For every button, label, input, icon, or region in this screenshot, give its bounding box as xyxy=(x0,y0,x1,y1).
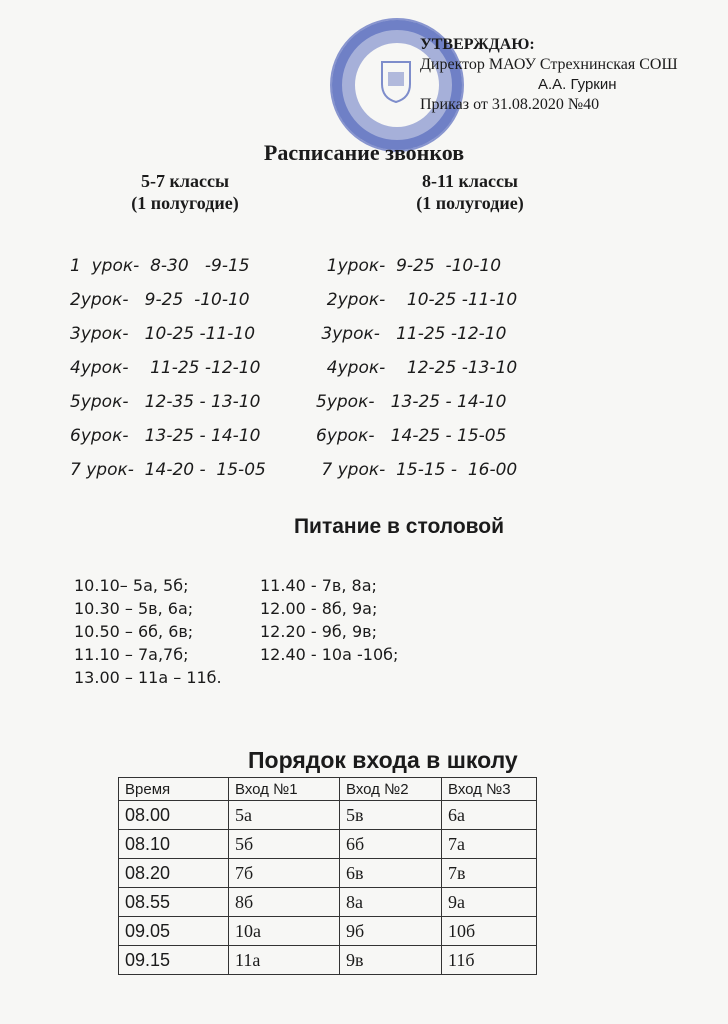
meals-slot: 10.50 – 6б, 6в; xyxy=(74,622,194,641)
cell-class: 6а xyxy=(442,801,537,830)
cell-time: 08.00 xyxy=(119,801,229,830)
lesson-row: 5урок- 12-35 - 13-10 xyxy=(70,392,261,412)
cell-class: 7а xyxy=(442,830,537,859)
table-row xyxy=(119,946,537,975)
lesson-row: 2урок- 10-25 -11-10 xyxy=(316,290,518,310)
entry-order-table xyxy=(118,777,537,975)
left-grade-range: 5-7 классы xyxy=(141,171,229,191)
right-grade-range: 8-11 классы xyxy=(421,171,518,191)
right-column-header xyxy=(390,170,550,214)
cell-class: 10а xyxy=(229,917,340,946)
meals-slot: 11.10 – 7а,7б; xyxy=(74,645,189,664)
cell-class: 10б xyxy=(442,917,537,946)
meals-slot: 10.10– 5а, 5б; xyxy=(74,576,189,595)
approval-position: Директор МАОУ Стрехнинская СОШ xyxy=(420,56,678,73)
cell-class: 7в xyxy=(442,859,537,888)
column-header-entrance-1: Вход №1 xyxy=(229,778,340,801)
cell-class: 5б xyxy=(229,830,340,859)
meals-slot: 12.40 - 10а -10б; xyxy=(260,645,399,664)
lesson-row: 2урок- 9-25 -10-10 xyxy=(70,290,250,310)
table-row xyxy=(119,859,537,888)
column-header-entrance-2: Вход №2 xyxy=(340,778,442,801)
approval-order: Приказ от 31.08.2020 №40 xyxy=(420,96,600,113)
coat-of-arms-emblem xyxy=(378,58,414,104)
cell-class: 11б xyxy=(442,946,537,975)
lesson-row: 1 урок- 8-30 -9-15 xyxy=(70,256,250,276)
cell-class: 6в xyxy=(340,859,442,888)
meals-slot: 11.40 - 7в, 8а; xyxy=(260,576,377,595)
cell-time: 08.20 xyxy=(119,859,229,888)
cell-class: 7б xyxy=(229,859,340,888)
meals-slot: 12.20 - 9б, 9в; xyxy=(260,622,377,641)
cell-class: 9в xyxy=(340,946,442,975)
lesson-row: 3урок- 10-25 -11-10 xyxy=(70,324,256,344)
approval-block xyxy=(420,35,678,113)
lesson-row: 6урок- 14-25 - 15-05 xyxy=(316,426,507,446)
cell-time: 08.55 xyxy=(119,888,229,917)
lesson-row: 4урок- 11-25 -12-10 xyxy=(70,358,261,378)
table-header-row xyxy=(119,778,537,801)
lesson-row: 4урок- 12-25 -13-10 xyxy=(316,358,518,378)
lesson-row: 1урок- 9-25 -10-10 xyxy=(316,256,502,276)
lesson-row: 6урок- 13-25 - 14-10 xyxy=(70,426,261,446)
cell-time: 09.05 xyxy=(119,917,229,946)
column-header-time: Время xyxy=(119,778,229,801)
approval-signatory: А.А. Гуркин xyxy=(538,76,617,93)
cell-class: 11а xyxy=(229,946,340,975)
lessons-list-8-11 xyxy=(316,256,517,494)
lesson-row: 5урок- 13-25 - 14-10 xyxy=(316,392,507,412)
meals-slot: 13.00 – 11а – 11б. xyxy=(74,668,222,687)
cell-time: 08.10 xyxy=(119,830,229,859)
right-term: (1 полугодие) xyxy=(416,193,524,213)
bell-schedule-title: Расписание звонков xyxy=(263,140,465,165)
meals-slot: 12.00 - 8б, 9а; xyxy=(260,599,378,618)
lesson-row: 3урок- 11-25 -12-10 xyxy=(316,324,507,344)
table-row xyxy=(119,830,537,859)
table-row xyxy=(119,888,537,917)
cell-time: 09.15 xyxy=(119,946,229,975)
approval-heading: УТВЕРЖДАЮ: xyxy=(420,36,535,53)
cell-class: 5в xyxy=(340,801,442,830)
cell-class: 8а xyxy=(340,888,442,917)
table-row xyxy=(119,917,537,946)
cell-class: 5а xyxy=(229,801,340,830)
lesson-row: 7 урок- 14-20 - 15-05 xyxy=(70,460,266,480)
table-row xyxy=(119,801,537,830)
lesson-row: 7 урок- 15-15 - 16-00 xyxy=(316,460,518,480)
left-term: (1 полугодие) xyxy=(131,193,239,213)
cell-class: 6б xyxy=(340,830,442,859)
meals-title: Питание в столовой xyxy=(293,515,505,538)
left-column-header xyxy=(80,170,290,214)
cell-class: 8б xyxy=(229,888,340,917)
meals-slot: 10.30 – 5в, 6а; xyxy=(74,599,194,618)
cell-class: 9б xyxy=(340,917,442,946)
lessons-list-5-7 xyxy=(70,256,266,494)
cell-class: 9а xyxy=(442,888,537,917)
entry-order-title: Порядок входа в школу xyxy=(248,747,518,773)
column-header-entrance-3: Вход №3 xyxy=(442,778,537,801)
